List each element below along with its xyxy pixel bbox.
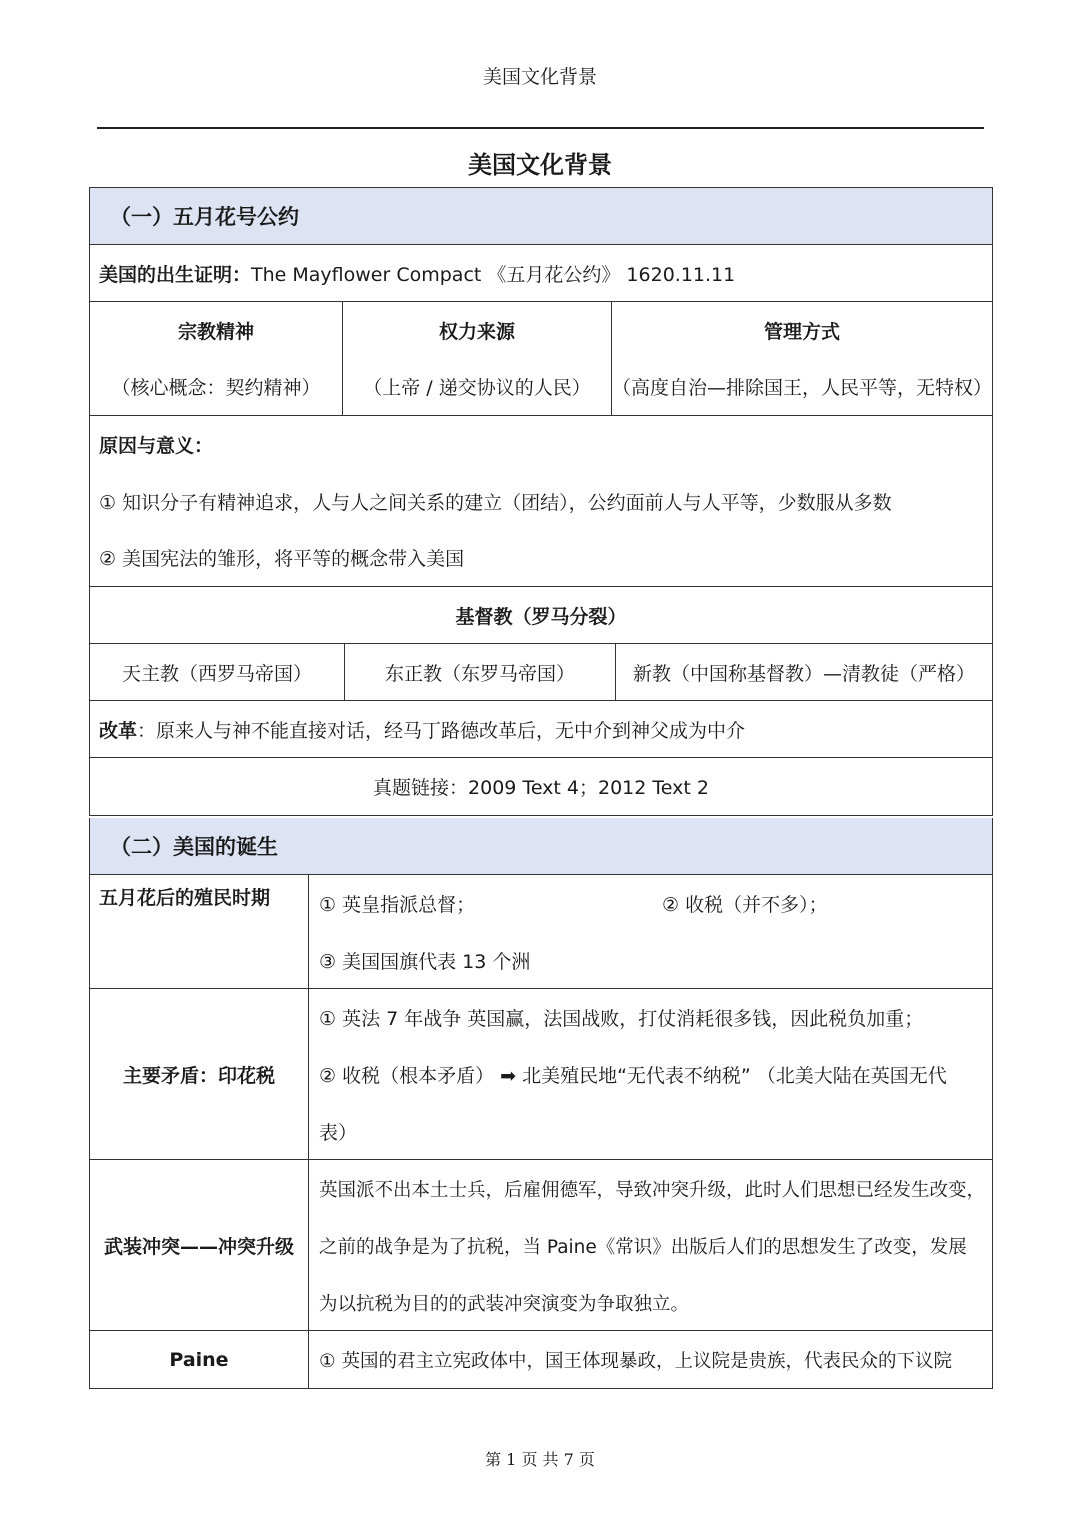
stamp-line-1: ① 英法 7 年战争 英国赢，法国战败，打仗消耗很多钱，因此税负加重；: [319, 1008, 924, 1030]
reform-text: ：原来人与神不能直接对话，经马丁路德改革后，无中介到神父成为中介: [137, 719, 746, 742]
concept-governance: [612, 302, 992, 415]
exam-links: 真题链接：2009 Text 4；2012 Text 2: [373, 777, 709, 799]
stamp-row: [90, 989, 992, 1160]
stamp-line-2: ② 收税（根本矛盾） ➡ 北美殖民地“无代表不纳税” （北美大陆在英国无代: [319, 1065, 947, 1087]
christianity-title: 基督教（罗马分裂）: [90, 587, 992, 644]
section-heading-1: （一）五月花号公约: [90, 188, 992, 245]
paine-label: Paine: [90, 1331, 309, 1388]
colonial-item-2: ② 收税（并不多）；: [662, 894, 828, 916]
concept-power: [343, 302, 612, 415]
concept-religion-title: 宗教精神: [178, 320, 255, 343]
armed-line-1: 英国派不出本土士兵，后雇佣德军，导致冲突升级，此时人们思想已经发生改变，: [319, 1179, 986, 1201]
mayflower-table: [89, 187, 993, 816]
concept-governance-title: 管理方式: [763, 320, 840, 343]
page-number: 第 1 页 共 7 页: [485, 1450, 595, 1469]
birth-of-america-table: [89, 818, 993, 1389]
branch-catholic: 天主教（西罗马帝国）: [90, 644, 345, 700]
reason-2: ② 美国宪法的雏形，将平等的概念带入美国: [99, 548, 465, 571]
colonial-label: 五月花后的殖民时期: [90, 875, 309, 988]
branches-row: [90, 644, 992, 701]
colonial-item-1: ① 英皇指派总督；: [319, 894, 476, 916]
armed-conflict-row: [90, 1160, 992, 1331]
reform-row: [90, 701, 992, 758]
reform-label: 改革: [99, 719, 138, 742]
running-header: 美国文化背景: [482, 66, 597, 88]
reason-1: ① 知识分子有精神追求，人与人之间关系的建立（团结），公约面前人与人平等，少数服从多数: [99, 491, 892, 514]
concept-power-title: 权力来源: [439, 320, 516, 343]
header-divider: [97, 127, 984, 129]
stamp-line-3: 表）: [319, 1122, 358, 1144]
armed-line-2: 之前的战争是为了抗税，当 Paine《常识》出版后人们的思想发生了改变，发展: [319, 1236, 967, 1258]
concept-religion: [90, 302, 343, 415]
colonial-item-3: ③ 美国国旗代表 13 个洲: [319, 951, 531, 973]
colonial-row: [90, 875, 992, 989]
birth-text: The Mayflower Compact 《五月花公约》 1620.11.11: [251, 263, 736, 286]
paine-row: [90, 1331, 992, 1388]
reasons-row: [90, 416, 992, 587]
reason-label: 原因与意义：: [99, 434, 214, 457]
concept-governance-desc: （高度自治—排除国王，人民平等，无特权）: [611, 377, 992, 400]
document-title: 美国文化背景: [468, 151, 612, 179]
armed-label: 武装冲突——冲突升级: [90, 1160, 309, 1330]
colonial-line-1: [319, 875, 992, 932]
stamp-label: 主要矛盾：印花税: [90, 989, 309, 1159]
concept-columns-row: [90, 302, 992, 416]
concept-religion-desc: （核心概念：契约精神）: [111, 377, 321, 400]
birth-label: 美国的出生证明：: [99, 263, 252, 286]
section-heading-2: （二）美国的诞生: [90, 818, 992, 875]
branch-protestant: 新教（中国称基督教）—清教徒（严格）: [632, 662, 975, 685]
concept-power-desc: （上帝 / 递交协议的人民）: [363, 377, 591, 400]
birth-certificate-row: [90, 245, 992, 302]
branch-orthodox: 东正教（东罗马帝国）: [345, 644, 616, 700]
armed-line-3: 为以抗税为目的的武装冲突演变为争取独立。: [319, 1293, 690, 1315]
paine-line-1: ① 英国的君主立宪政体中，国王体现暴政，上议院是贵族，代表民众的下议院: [319, 1350, 952, 1372]
